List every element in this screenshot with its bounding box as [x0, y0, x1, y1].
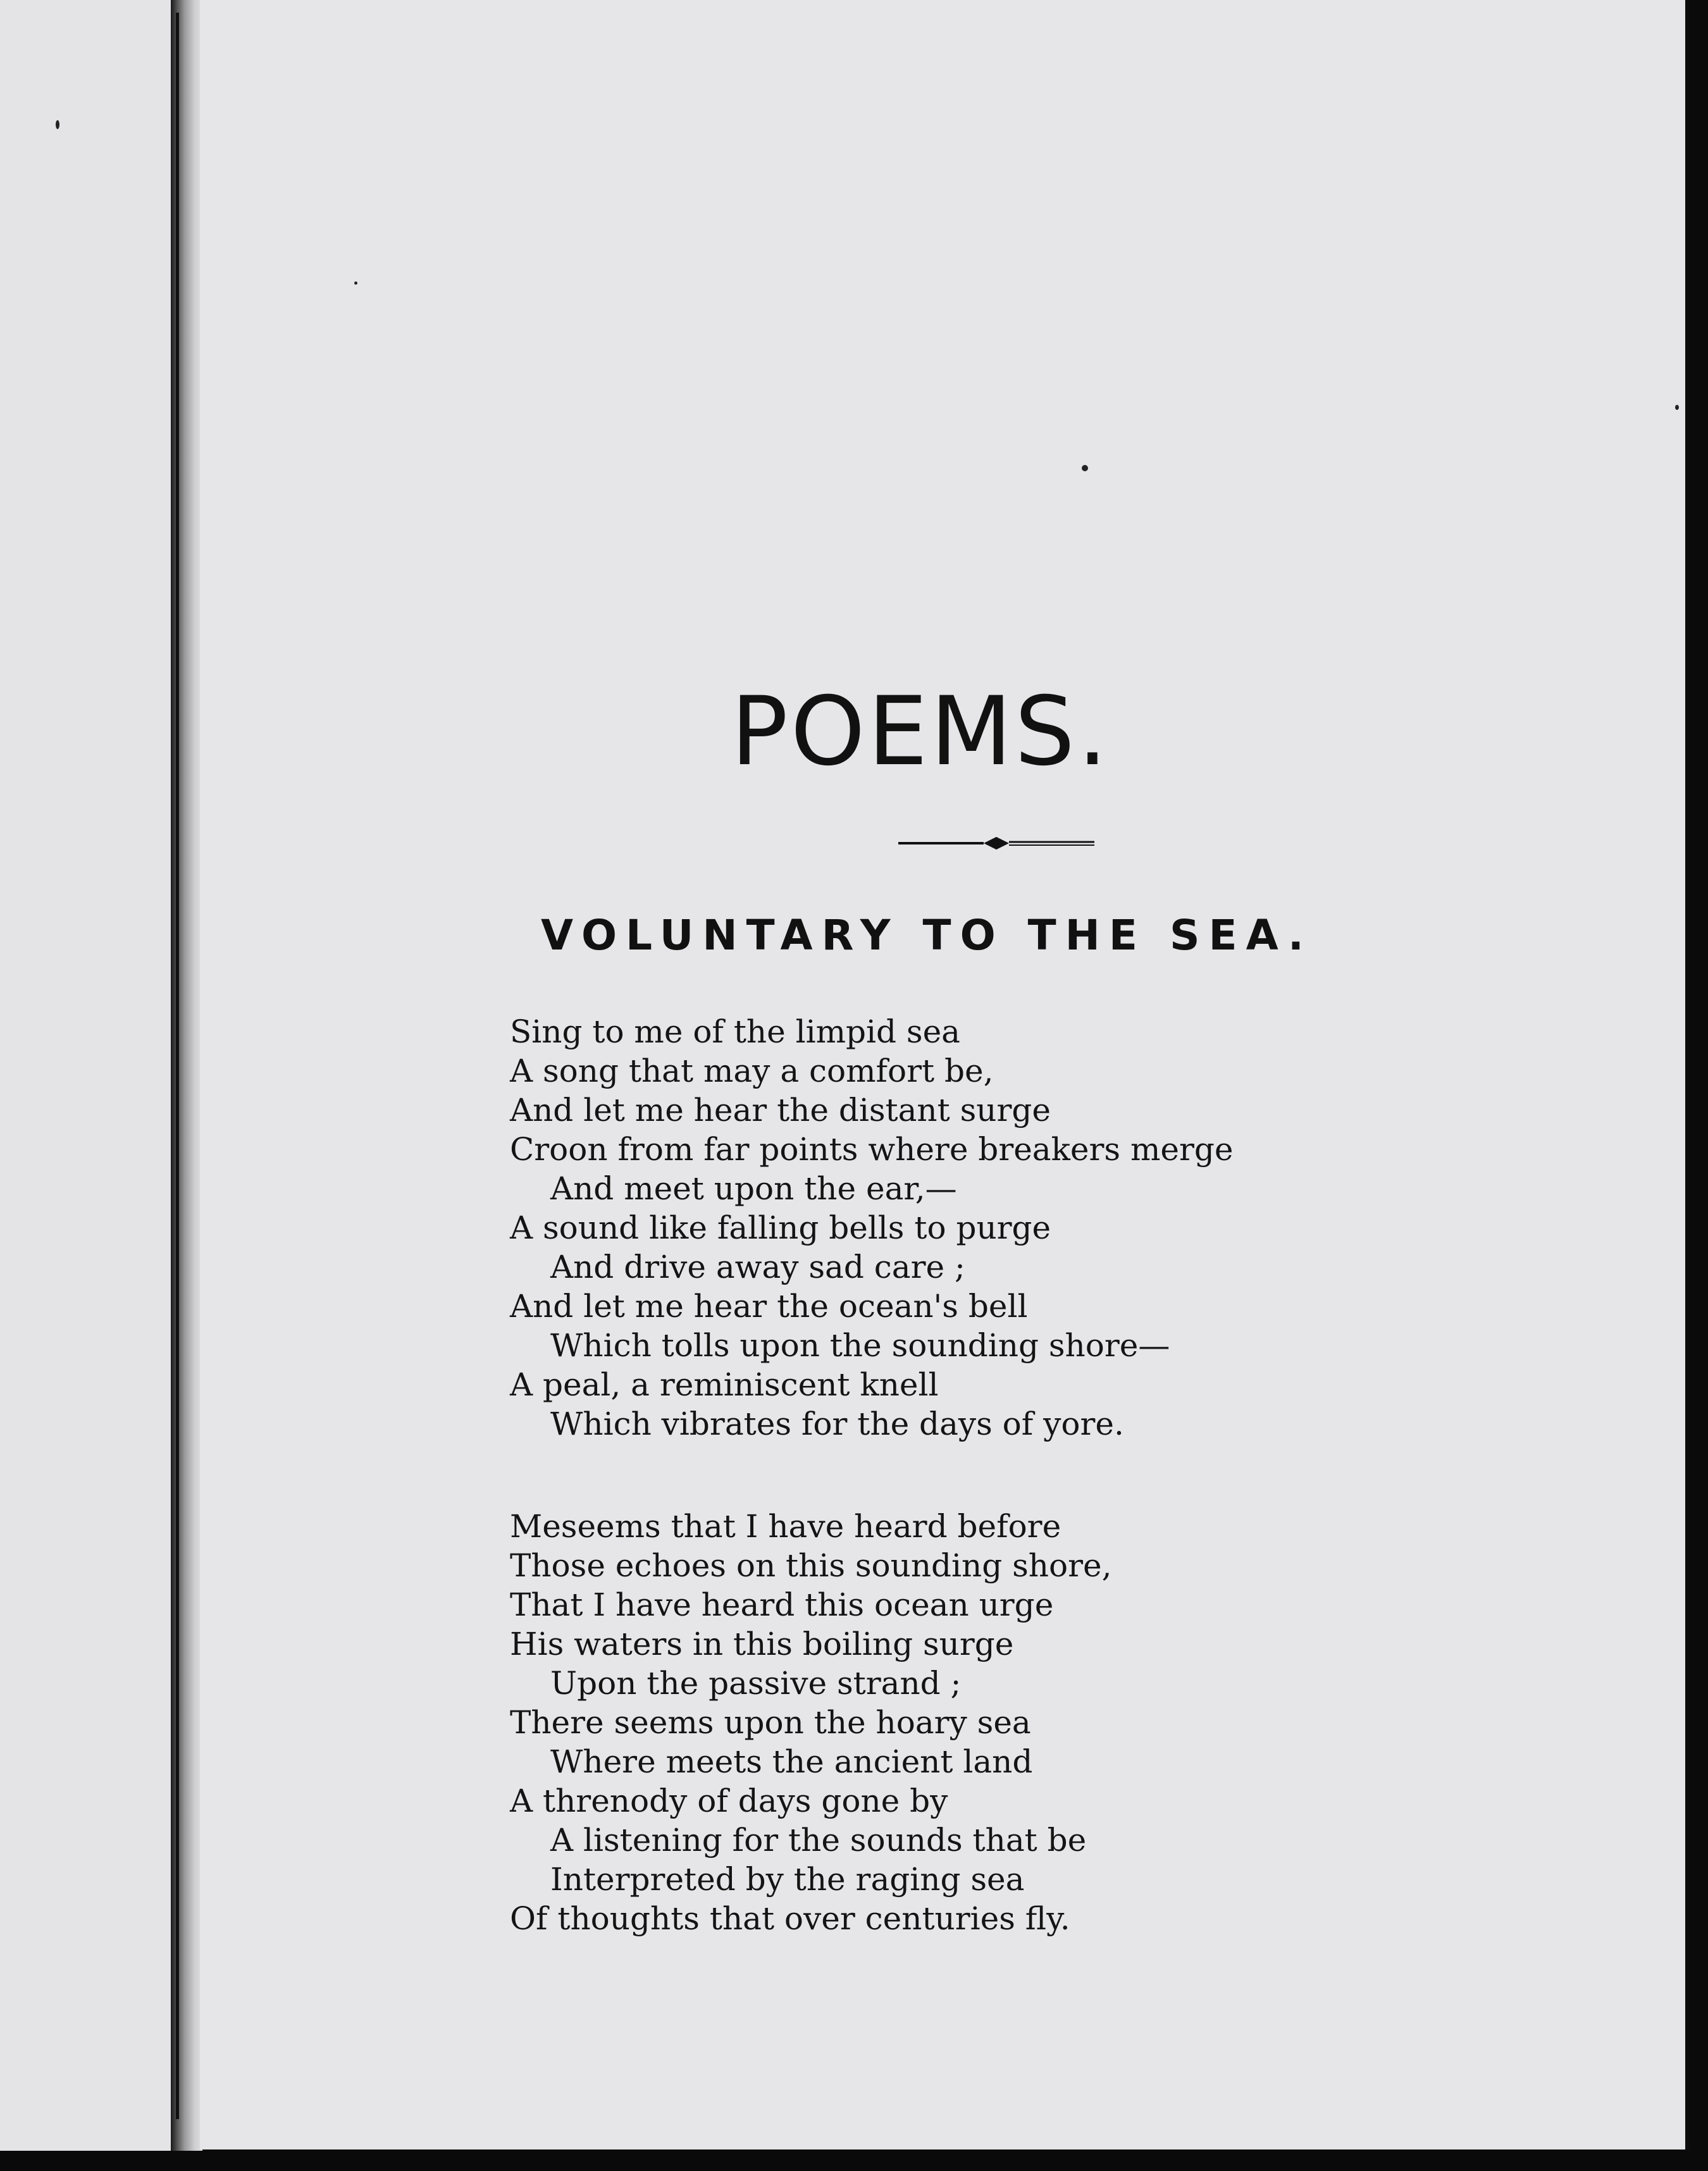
poem-line: Meseems that I have heard before	[510, 1508, 1061, 1545]
poem-line: Interpreted by the raging sea	[550, 1861, 1025, 1898]
poem-line: Those echoes on this sounding shore,	[510, 1547, 1112, 1584]
poem-title: VOLUNTARY TO THE SEA.	[541, 911, 1313, 960]
poem-line: A sound like falling bells to purge	[510, 1209, 1051, 1246]
poem-line: Upon the passive strand ;	[550, 1665, 962, 1702]
poem-line: And let me hear the distant surge	[510, 1092, 1051, 1129]
left-page-edge	[0, 0, 171, 2151]
stanza-1	[510, 1012, 1497, 1444]
page-heading: POEMS.	[731, 677, 1110, 787]
poem-line: His waters in this boiling surge	[510, 1626, 1014, 1662]
poem-body	[510, 1012, 1497, 1938]
scan-speck	[354, 281, 357, 285]
gutter-rule	[176, 13, 179, 2119]
poem-line: Croon from far points where breakers merge	[510, 1131, 1234, 1168]
poem-line: And meet upon the ear,—	[550, 1170, 957, 1207]
poem-line: And drive away sad care ;	[550, 1249, 965, 1285]
ornament-divider-icon	[898, 834, 1094, 853]
poem-line: Sing to me of the limpid sea	[510, 1013, 960, 1050]
scan-speck	[1675, 405, 1679, 410]
poem-line: Which tolls upon the sounding shore—	[550, 1327, 1170, 1364]
poem-line: A listening for the sounds that be	[550, 1822, 1087, 1859]
poem-line: Of thoughts that over centuries fly.	[510, 1900, 1070, 1937]
poem-line: There seems upon the hoary sea	[510, 1704, 1031, 1741]
stanza-2	[510, 1507, 1497, 1938]
scan-speck	[1082, 465, 1088, 471]
poem-line: A song that may a comfort be,	[510, 1053, 994, 1089]
poem-line: Where meets the ancient land	[550, 1743, 1033, 1780]
poem-line: Which vibrates for the days of yore.	[550, 1406, 1124, 1442]
poem-line: A peal, a reminiscent knell	[510, 1366, 939, 1403]
poem-line: That I have heard this ocean urge	[510, 1586, 1054, 1623]
poem-line: And let me hear the ocean's bell	[510, 1288, 1028, 1325]
poem-line: A threnody of days gone by	[510, 1783, 948, 1819]
scan-speck	[56, 120, 59, 129]
stanza-gap	[510, 1444, 1497, 1507]
